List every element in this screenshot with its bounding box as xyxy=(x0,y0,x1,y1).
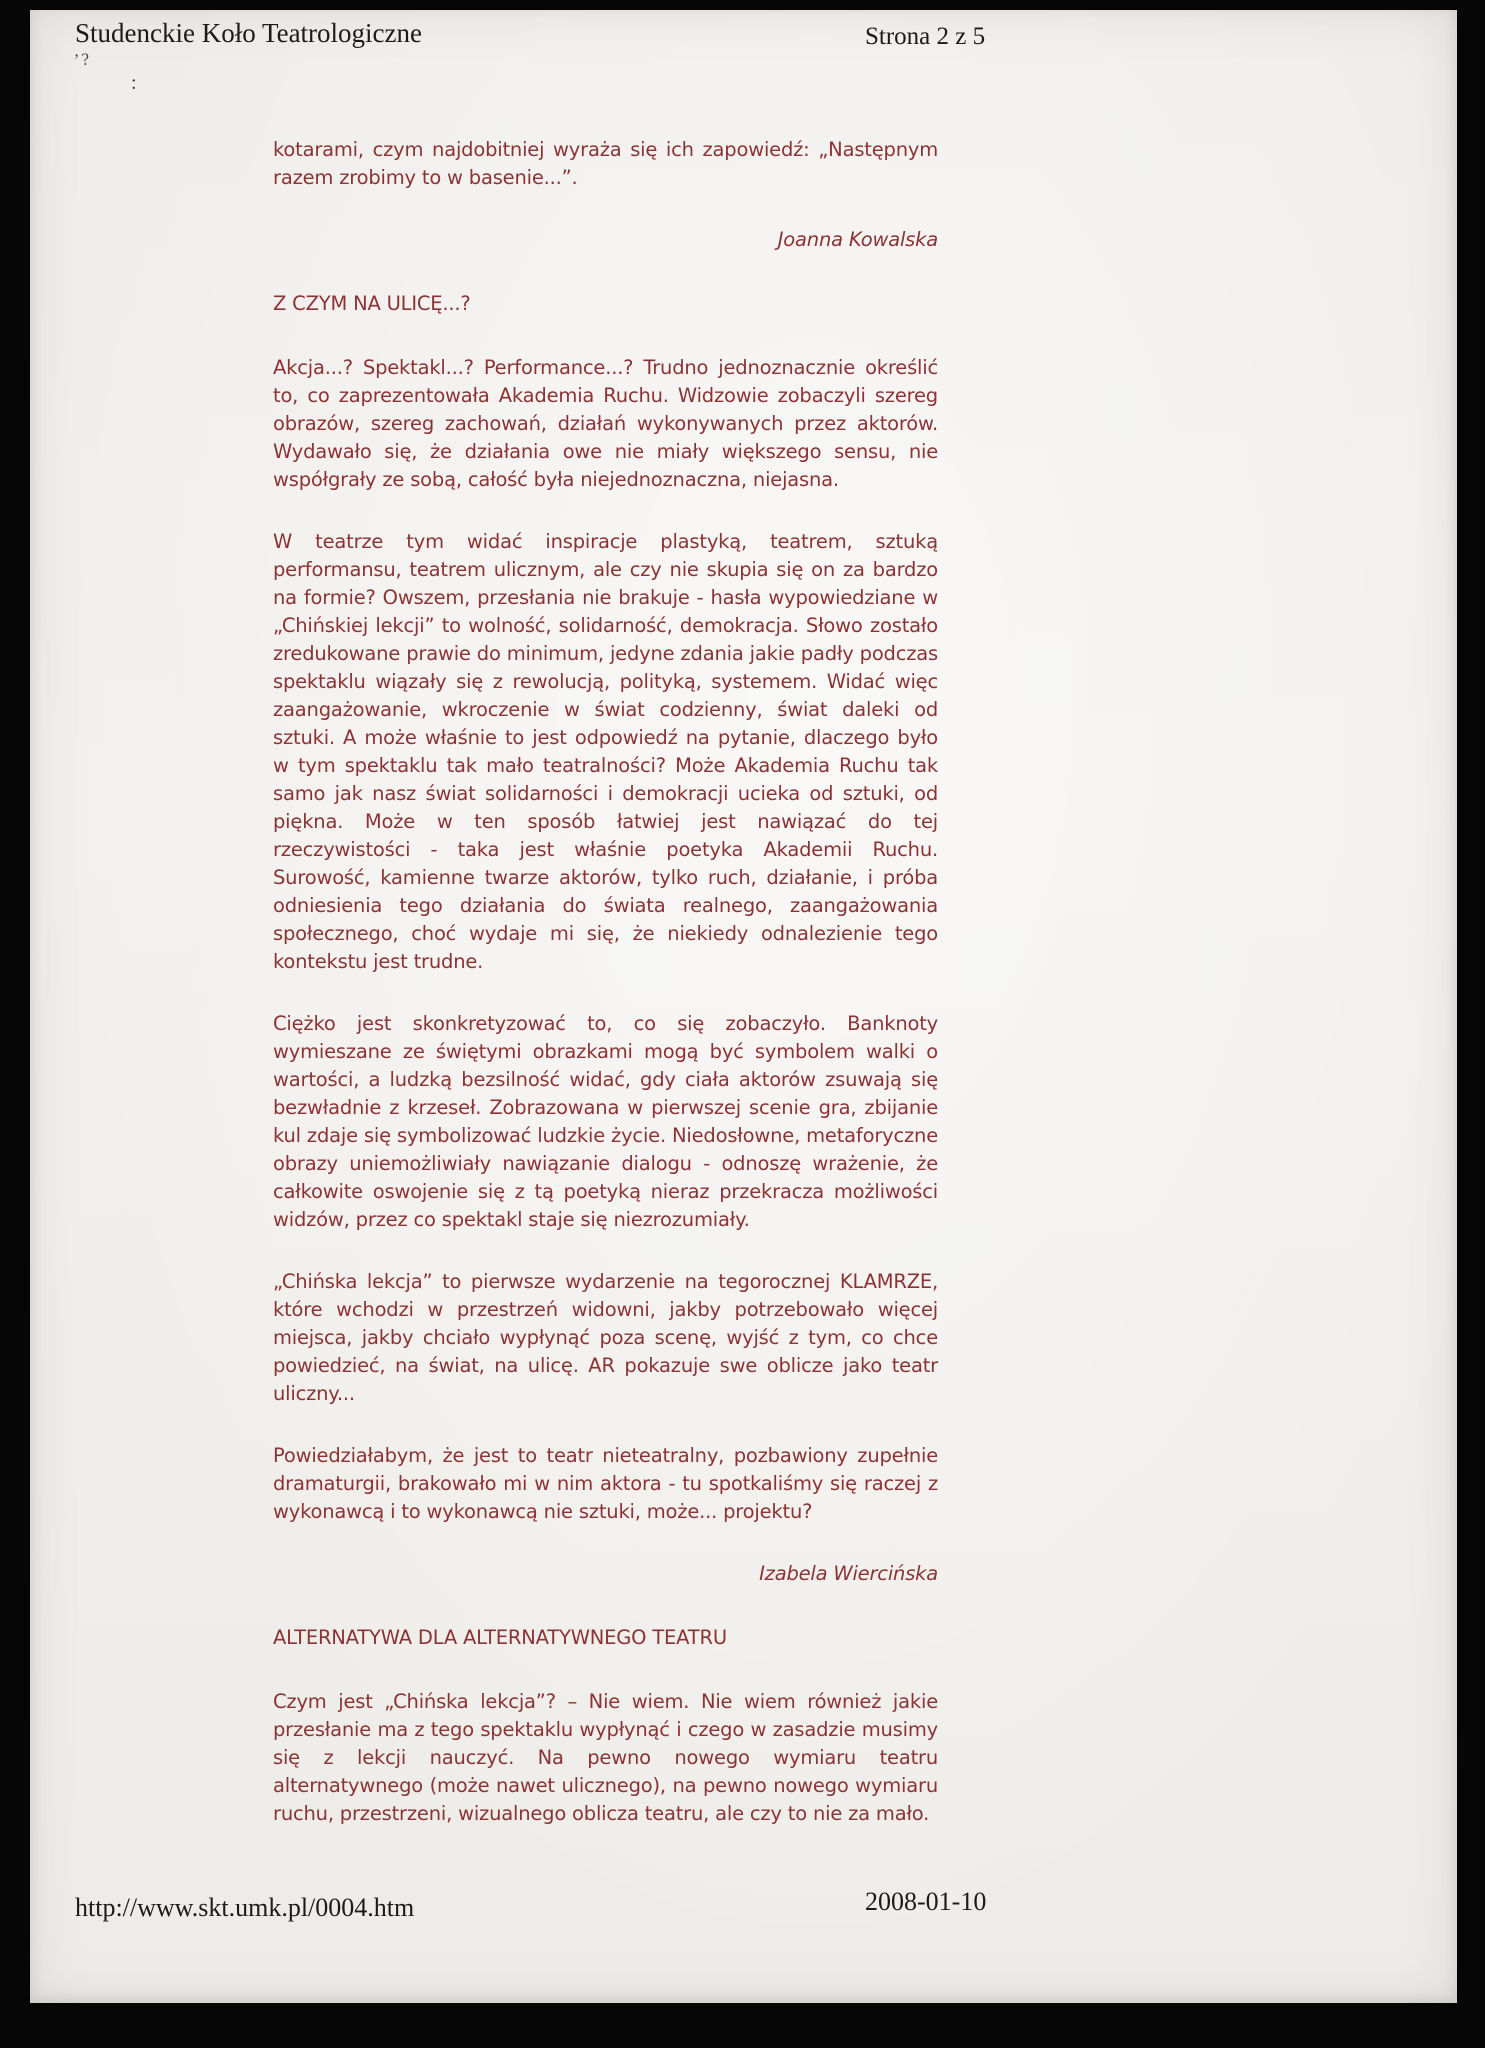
paragraph: Powiedziałabym, że jest to teatr nieteatralny, pozbawiony zupełnie dramaturgii, brakowało mi w nim aktora - tu spotkaliśmy się raczej z wykonawcą i to wykonawcą nie sztuki, może... projektu? xyxy=(273,1444,938,1523)
paragraph: Akcja...? Spektakl...? Performance...? Trudno jednoznacznie określić to, co zaprezentowała Akademia Ruchu. Widzowie zobaczyli szereg obrazów, szereg zachowań, działań wykonywanych przez aktorów. Wydawało się, że działania owe nie miały większego sensu, nie współgrały ze sobą, całość była niejednoznaczna, niejasna. xyxy=(273,356,938,491)
paragraph: Ciężko jest skonkretyzować to, co się zobaczyło. Banknoty wymieszane ze świętymi obrazkami mogą być symbolem walki o wartości, a ludzką bezsilność widać, gdy ciała aktorów zsuwają się bezwładnie z krzeseł. Zobrazowana w pierwszej scenie gra, zbijanie kul zdaje się symbolizować ludzkie życie. Niedosłowne, metaforyczne obrazy uniemożliwiały nawiązanie dialogu - odnoszę wrażenie, że całkowite oswojenie się z tą poetyką nieraz przekracza możliwości widzów, przez co spektakl staje się niezrozumiały. xyxy=(273,1012,938,1231)
page-footer-url: http://www.skt.umk.pl/0004.htm xyxy=(75,1893,415,1922)
heading: Z CZYM NA ULICĘ...? xyxy=(273,292,471,315)
scan-artifact-mark: : xyxy=(131,72,137,94)
article xyxy=(273,136,938,1862)
signature: Joanna Kowalska xyxy=(777,228,938,251)
paper-sheet xyxy=(30,10,1457,2003)
paragraph: Czym jest „Chińska lekcja”? – Nie wiem. Nie wiem również jakie przesłanie ma z tego spektaklu wypłynąć i czego w zasadzie musimy się z lekcji nauczyć. Na pewno nowego wymiaru teatru alternatywnego (może nawet ulicznego), na pewno nowego wymiaru ruchu, przestrzeni, wizualnego oblicza teatru, ale czy to nie za mało. xyxy=(273,1690,938,1825)
heading: ALTERNATYWA DLA ALTERNATYWNEGO TEATRU xyxy=(273,1626,727,1649)
signature: Izabela Wiercińska xyxy=(759,1562,938,1585)
scan-artifact-mark: ’? xyxy=(73,49,92,70)
paragraph: kotarami, czym najdobitniej wyraża się ich zapowiedź: „Następnym razem zrobimy to w basenie...”. xyxy=(273,138,938,189)
page-header-title: Studenckie Koło Teatrologiczne xyxy=(75,18,423,48)
page-header-page-number: Strona 2 z 5 xyxy=(865,23,986,50)
page-footer-date: 2008-01-10 xyxy=(865,1887,987,1916)
paragraph: „Chińska lekcja” to pierwsze wydarzenie na tegorocznej KLAMRZE, które wchodzi w przestrzeń widowni, jakby potrzebowało więcej miejsca, jakby chciało wypłynąć poza scenę, wyjść z tym, co chce powiedzieć, na świat, na ulicę. AR pokazuje swe oblicze jako teatr uliczny... xyxy=(273,1270,938,1405)
paragraph: W teatrze tym widać inspiracje plastyką, teatrem, sztuką performansu, teatrem ulicznym, ale czy nie skupia się on za bardzo na formie? Owszem, przesłania nie brakuje - hasła wypowiedziane w „Chińskiej lekcji” to wolność, solidarność, demokracja. Słowo zostało zredukowane prawie do minimum, jedyne zdania jakie padły podczas spektaklu wiązały się z rewolucją, polityką, systemem. Widać więc zaangażowanie, wkroczenie w świat codzienny, świat daleki od sztuki. A może właśnie to jest odpowiedź na pytanie, dlaczego było w tym spektaklu tak mało teatralności? Może Akademia Ruchu tak samo jak nasz świat solidarności i demokracji ucieka od sztuki, od piękna. Może w ten sposób łatwiej jest nawiązać do tej rzeczywistości - taka jest właśnie poetyka Akademii Ruchu. Surowość, kamienne twarze aktorów, tylko ruch, działanie, i próba odniesienia tego działania do świata realnego, zaangażowania społecznego, choć wydaje mi się, że niekiedy odnalezienie tego kontekstu jest trudne. xyxy=(273,530,938,973)
